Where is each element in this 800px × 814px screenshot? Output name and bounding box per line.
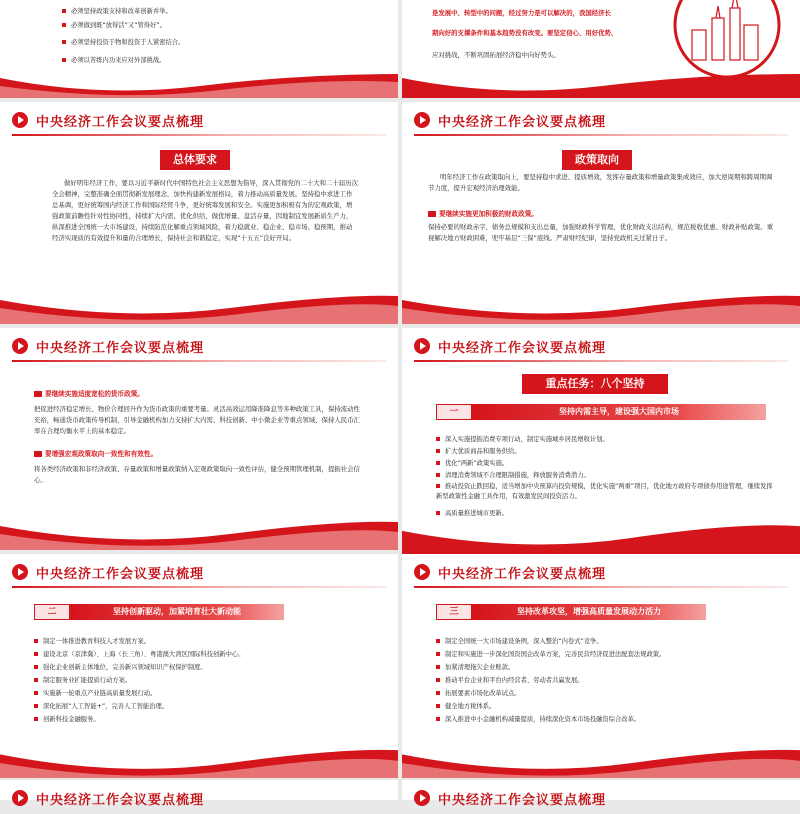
list-item: 优化“两新”政策实施。: [436, 458, 766, 467]
task-number: 三: [436, 604, 472, 620]
red-wave-decoration: [0, 294, 398, 324]
list-item: 必须做到既“放得活”又“管得好”。: [62, 20, 166, 29]
task-title: 坚持内需主导，建设强大国内市场: [472, 404, 766, 420]
red-subheading: 要继续实施适度宽松的货币政策。: [34, 388, 144, 398]
red-wave-decoration: [402, 524, 800, 554]
slide-title: 中央经济工作会议要点梳理: [438, 341, 607, 356]
arrow-marker-icon: [34, 451, 42, 457]
header-divider: [12, 134, 386, 136]
red-text-line: 是发展中、转型中的问题，经过努力是可以解决的，我国经济长: [432, 9, 611, 17]
slide-header: [0, 102, 398, 136]
list-item: 推动平台企业和平台内经营者、劳动者共赢发展。: [436, 675, 584, 684]
red-wave-decoration: [0, 748, 398, 778]
section-title: 总体要求: [160, 150, 230, 170]
list-item: 强化企业创新主体地位，完善新兴领域知识产权保护制度。: [34, 662, 207, 671]
list-item: 高质量推进城市更新。: [436, 508, 766, 517]
task-number: 二: [34, 604, 70, 620]
red-subheading: 要增强宏观政策取向一致性和有效性。: [34, 448, 157, 458]
slide-title: 中央经济工作会议要点梳理: [36, 793, 205, 808]
header-divider: [414, 360, 788, 362]
list-item: 深化拓展“人工智能+”，完善人工智能治理。: [34, 701, 168, 710]
list-item: 健全地方税体系。: [436, 701, 495, 710]
section-title: 政策取向: [562, 150, 632, 170]
play-arrow-icon: [414, 338, 430, 354]
slide-key-task-1: [402, 328, 800, 550]
body-paragraph: 把促进经济稳定增长、物价合理回升作为货币政策的重要考量。灵活高效运用降准降息等多种政策工具，保持流动性充裕，畅通货币政策传导机制，引导金融机构加力支持扩大内需、科技创新、中小微企业等重点领域，保持人民币汇率在合理均衡水平上的基本稳定。: [34, 405, 360, 435]
body-paragraph: 做好明年经济工作，要以习近平新时代中国特色社会主义思想为指导，深入贯彻党的二十大和二十届历次全会精神，完整准确全面贯彻新发展理念，加快构建新发展格局，着力推动高质量发展。坚持稳中求进工作总基调，更好统筹国内经济工作和国际经贸斗争，更好统筹发展和安全。实施更加积极有为的宏观政策，增强政策前瞻性针对性协同性，持续扩大内需、优化供给，做优增量、盘活存量，因地制宜发展新质生产力，纵深推进全国统一大市场建设，持续防范化解重点领域风险，着力稳就业、稳企业、稳市场、稳预期，推动经济实现质的有效提升和量的合理增长，保持社会和谐稳定，实现“十五五”良好开局。: [52, 179, 358, 242]
slide-overall-requirements: [0, 102, 398, 324]
slide-header: [402, 102, 800, 136]
header-divider: [414, 134, 788, 136]
list-item: 清理消费领域不合理限制措施，释放服务消费潜力。: [436, 470, 766, 479]
red-subheading: 要继续实施更加积极的财政政策。: [428, 208, 538, 218]
slide-header: [0, 780, 398, 814]
play-arrow-icon: [414, 112, 430, 128]
section-title: 重点任务：八个坚持: [522, 374, 668, 394]
slide-key-task-2: [0, 554, 398, 776]
task-banner: [436, 404, 766, 420]
list-item: 深入推进中小金融机构减量提质，持续深化资本市场投融资综合改革。: [436, 714, 640, 723]
list-item: 制定一体推进教育科技人才发展方案。: [34, 636, 150, 645]
play-arrow-icon: [12, 112, 28, 128]
slide-header: [0, 328, 398, 362]
list-item: 必须坚持投资于物和投资于人紧密结合。: [62, 37, 184, 46]
arrow-marker-icon: [34, 391, 42, 397]
list-item: 建设北京（京津冀）、上海（长三角）、粤港澳大湾区国际科技创新中心。: [34, 649, 245, 658]
red-wave-decoration: [402, 294, 800, 324]
text-line: 应对挑战，不断巩固拓展经济稳中向好势头。: [432, 51, 560, 59]
task-banner: [34, 604, 284, 620]
header-divider: [414, 586, 788, 588]
play-arrow-icon: [414, 564, 430, 580]
slide-title: 中央经济工作会议要点梳理: [438, 115, 607, 130]
header-divider: [12, 586, 386, 588]
slide-top-left: [0, 0, 398, 98]
body-paragraph: 将各类经济政策和非经济政策、存量政策和增量政策纳入宏观政策取向一致性评估，健全预期管理机制，提振社会信心。: [34, 465, 360, 484]
slide-title: 中央经济工作会议要点梳理: [438, 793, 607, 808]
list-item: 制定和实施进一步深化国资国企改革方案，完善民营经济促进法配套法规政策。: [436, 649, 665, 658]
red-wave-decoration: [0, 520, 398, 550]
slide-title: 中央经济工作会议要点梳理: [36, 341, 205, 356]
red-wave-decoration: [0, 68, 398, 98]
slide-header: [402, 780, 800, 814]
list-item: 创新科技金融服务。: [34, 714, 100, 723]
header-divider: [12, 360, 386, 362]
play-arrow-icon: [414, 790, 430, 806]
body-paragraph: 明年经济工作在政策取向上，要坚持稳中求进、提质增效，发挥存量政策和增量政策集成效应，加大逆周期和跨周期调节力度，提升宏观经济治理效能。: [428, 173, 773, 192]
red-wave-decoration: [402, 748, 800, 778]
list-item: 实施新一轮重点产业链高质量发展行动。: [34, 688, 156, 697]
slide-header: [402, 554, 800, 588]
red-wave-decoration: [402, 68, 800, 98]
slide-monetary-policy: [0, 328, 398, 550]
body-paragraph: 保持必要的财政赤字、债务总规模和支出总量，加强财政科学管理，优化财政支出结构，规范税收优惠、财政补贴政策。重视解决地方财政困难，兜牢基层“三保”底线。严肃财经纪律，坚持党政机关过紧日子。: [428, 223, 774, 242]
slide-title: 中央经济工作会议要点梳理: [438, 567, 607, 582]
task-title: 坚持改革攻坚，增强高质量发展动力活力: [472, 604, 706, 620]
slide-key-task-3: [402, 554, 800, 776]
list-item: 拓展要素市场化改革试点。: [436, 688, 521, 697]
slide-title: 中央经济工作会议要点梳理: [36, 115, 205, 130]
list-item: 推动投资止跌回稳，适当增加中央预算内投资规模，优化实施“两重”项目，优化地方政府专项债券用途管理，继续发挥新型政策性金融工具作用，有效激发民间投资活力。: [436, 482, 776, 502]
play-arrow-icon: [12, 790, 28, 806]
list-item: 深入实施提振消费专项行动，制定实施城乡居民增收计划。: [436, 434, 766, 443]
slide-title: 中央经济工作会议要点梳理: [36, 567, 205, 582]
list-item: 扩大优质商品和服务供给。: [436, 446, 766, 455]
list-item: 制定全国统一大市场建设条例，深入整治“内卷式”竞争。: [436, 636, 603, 645]
slide-bottom-left: [0, 780, 398, 808]
slide-bottom-right: [402, 780, 800, 808]
list-item: 必须以苦练内功来应对外部挑战。: [62, 55, 165, 64]
play-arrow-icon: [12, 564, 28, 580]
list-item: 加紧清理拖欠企业账款。: [436, 662, 514, 671]
list-item: 制定服务业扩能提质行动方案。: [34, 675, 131, 684]
slide-policy-direction: [402, 102, 800, 324]
task-title: 坚持创新驱动，加紧培育壮大新动能: [70, 604, 284, 620]
task-number: 一: [436, 404, 472, 420]
slide-header: [402, 328, 800, 362]
task-banner: [436, 604, 706, 620]
arrow-marker-icon: [428, 211, 436, 217]
list-item: 必须坚持政策支持和改革创新并举。: [62, 6, 172, 15]
slide-header: [0, 554, 398, 588]
red-text-line: 期向好的支撑条件和基本趋势没有改变。要坚定信心、用好优势、: [432, 29, 618, 37]
play-arrow-icon: [12, 338, 28, 354]
slide-top-right: [402, 0, 800, 98]
